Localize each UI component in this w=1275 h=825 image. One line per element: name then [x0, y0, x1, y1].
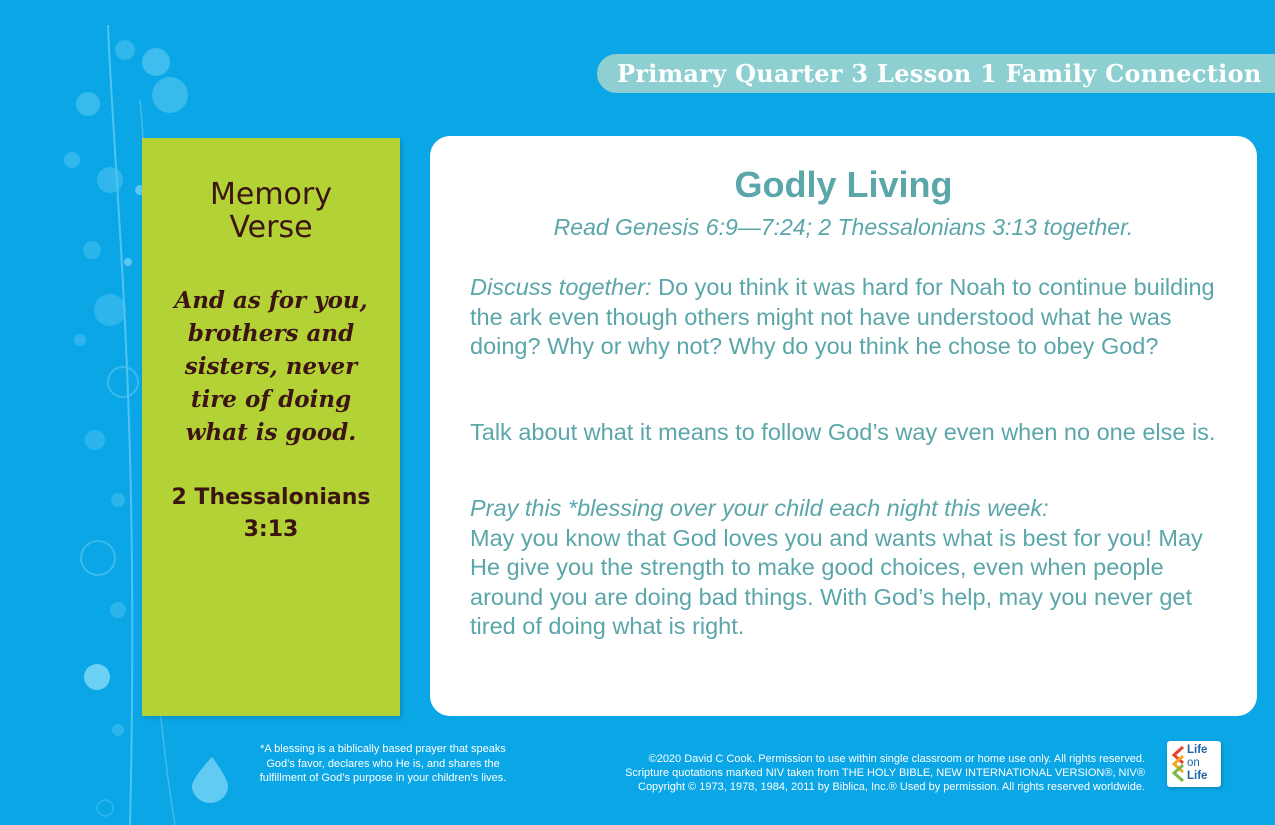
copyright-line: Scripture quotations marked NIV taken from THE HOLY BIBLE, NEW INTERNATIONAL VERSION®, NIV® [625, 767, 1145, 779]
memory-verse-title [142, 178, 400, 244]
footnote-line: fulfillment of God’s purpose in your children’s lives. [259, 772, 507, 784]
memory-verse-title-line-2: Verse [229, 210, 313, 245]
verse-line: And as for you, [174, 287, 368, 314]
discuss-paragraph [470, 273, 1230, 362]
memory-verse-reference [158, 482, 384, 546]
life-on-life-logo-icon [1171, 746, 1185, 782]
talk-paragraph: Talk about what it means to follow God’s way even when no one else is. [470, 419, 1216, 445]
logo-line: on [1187, 757, 1200, 769]
discuss-lead: Discuss together: [470, 274, 652, 300]
copyright-line: Copyright © 1973, 1978, 1984, 2011 by Biblica, Inc.® Used by permission. All rights reserved worldwide. [638, 781, 1145, 793]
reading-instruction: Read Genesis 6:9—7:24; 2 Thessalonians 3:13 together. [553, 214, 1134, 240]
footnote-line: God’s favor, declares who He is, and shares the [266, 757, 500, 770]
copyright-notice [560, 752, 1145, 794]
footnote-line: *A blessing is a biblically based prayer that speaks [260, 743, 506, 755]
header-title: Primary Quarter 3 Lesson 1 Family Connection [617, 59, 1262, 88]
life-on-life-logo [1167, 741, 1221, 787]
memory-verse-title-line-1: Memory [209, 177, 332, 212]
memory-verse-text [158, 284, 384, 449]
reference-line: 3:13 [243, 517, 299, 542]
verse-line: brothers and [187, 320, 355, 347]
pray-paragraph [470, 494, 1230, 642]
verse-line: sisters, never [184, 353, 358, 380]
memory-verse-panel [142, 138, 400, 716]
water-drop-icon [192, 757, 228, 803]
lesson-card [430, 136, 1257, 716]
verse-line: tire of doing [190, 386, 352, 413]
lesson-title: Godly Living [734, 164, 953, 205]
pray-lead: Pray this *blessing over your child each night this week: [470, 495, 1049, 521]
logo-line: Life [1187, 770, 1208, 782]
logo-text [1187, 744, 1219, 783]
header-banner [597, 54, 1275, 93]
copyright-line: ©2020 David C Cook. Permission to use within single classroom or home use only. All rights reserved. [648, 753, 1145, 765]
logo-line: Life [1187, 744, 1208, 756]
blessing-footnote [244, 742, 522, 786]
reference-line: 2 Thessalonians [171, 485, 371, 510]
pray-text: May you know that God loves you and wants what is best for you! May He give you the strength to make good choices, even when people around you are doing bad things. With God’s help, may you never get tired of doing what is right. [470, 524, 1203, 639]
verse-line: what is good. [185, 419, 357, 446]
discuss-text: Do you think it was hard for Noah to continue building the ark even though others might not have understood what he was doing? Why or why not? Why do you think he chose to obey God? [470, 274, 1215, 359]
